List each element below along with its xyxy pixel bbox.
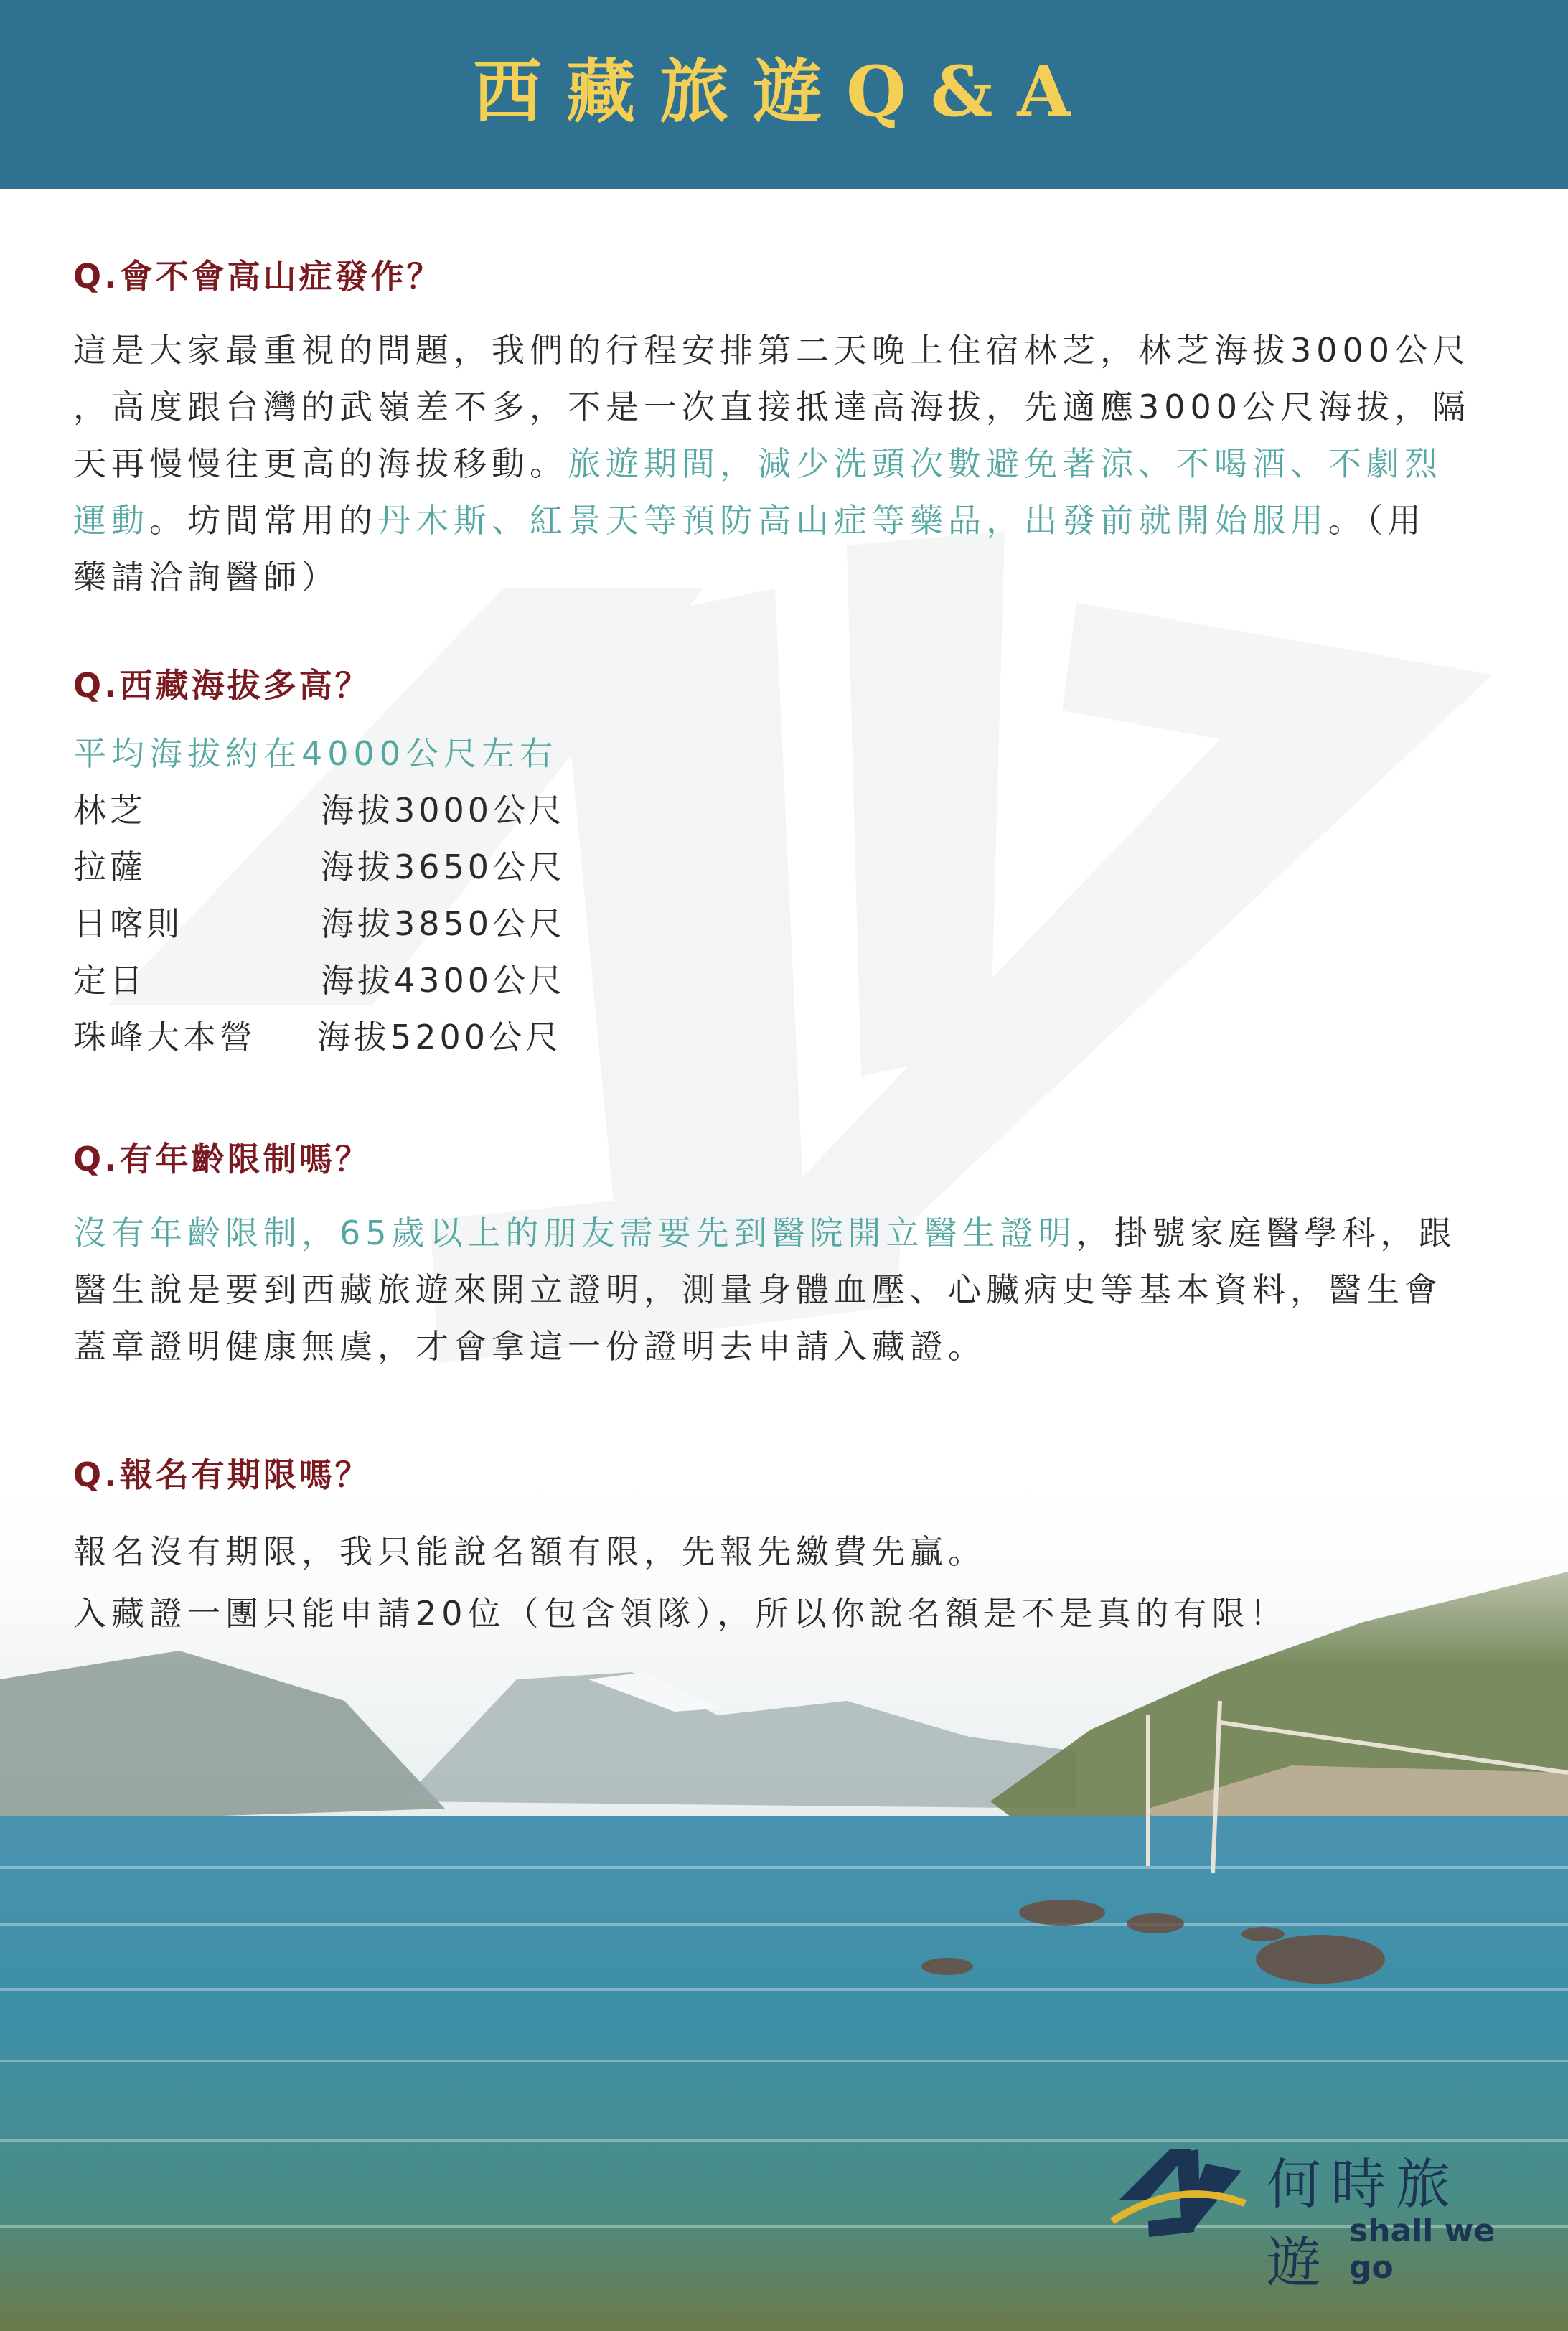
answer-text	[73, 1205, 1501, 1375]
answer-line	[73, 1205, 1501, 1262]
answer-line	[73, 1582, 1501, 1644]
altitude-row	[73, 952, 1501, 1009]
answer-segment: 報名沒有期限，我只能說名額有限，先報先繳費先贏。	[73, 1532, 986, 1571]
altitude-summary: 平均海拔約在4000公尺左右	[73, 734, 558, 773]
place-name: 拉薩	[73, 848, 146, 886]
altitude-row	[73, 782, 1501, 839]
highlighted-text: 運動	[73, 501, 149, 540]
place-name: 定日	[73, 961, 146, 1000]
page-title: 西藏旅遊Q&A	[473, 51, 1095, 132]
answer-text	[73, 322, 1501, 606]
answer-segment: 。（用	[1328, 501, 1426, 540]
answer-line	[73, 492, 1501, 549]
altitude-list	[73, 782, 1501, 1066]
qa-registration-deadline	[73, 1453, 1501, 1644]
highlighted-text: 丹木斯、紅景天等預防高山症等藥品，出發前就開始服用	[377, 501, 1328, 540]
answer-line	[73, 1521, 1501, 1582]
place-altitude: 海拔4300公尺	[321, 961, 566, 1000]
brand-name: 何時旅遊	[1267, 2152, 1460, 2294]
answer-segment: 醫生說是要到西藏旅遊來開立證明，測量身體血壓、心臟病史等基本資料，醫生會	[73, 1270, 1442, 1309]
header-banner	[0, 0, 1568, 189]
altitude-row	[73, 896, 1501, 952]
altitude-row	[73, 839, 1501, 896]
place-altitude: 海拔5200公尺	[317, 1018, 563, 1056]
question-heading: Q.報名有期限嗎？	[73, 1455, 371, 1494]
place-name: 林芝	[73, 791, 146, 830]
qa-altitude	[73, 664, 1501, 1066]
qa-age-limit	[73, 1138, 1501, 1375]
question-heading: Q.西藏海拔多高？	[73, 666, 371, 705]
answer-segment: 天再慢慢往更高的海拔移動。	[73, 444, 568, 483]
highlighted-text: 旅遊期間，減少洗頭次數避免著涼、不喝酒、不劇烈	[568, 444, 1442, 483]
place-altitude: 海拔3000公尺	[321, 791, 566, 830]
answer-line	[73, 436, 1501, 492]
answer-segment: 蓋章證明健康無虞，才會拿這一份證明去申請入藏證。	[73, 1327, 986, 1366]
place-altitude: 海拔3850公尺	[321, 904, 566, 943]
answer-text	[73, 1521, 1501, 1644]
answer-segment: 藥請洽詢醫師）	[73, 558, 339, 596]
logo-emblem	[1105, 2135, 1249, 2257]
question-heading: Q.會不會高山症發作？	[73, 257, 443, 296]
brand-logo	[1105, 2135, 1507, 2294]
highlighted-text: 沒有年齡限制，65歲以上的朋友需要先到醫院開立醫生證明	[73, 1214, 1076, 1252]
altitude-row	[73, 1009, 1501, 1066]
qa-altitude-sickness	[73, 255, 1501, 606]
answer-segment: 入藏證一團只能申請20位（包含領隊），所以你說名額是不是真的有限！	[73, 1594, 1288, 1633]
answer-segment: ，掛號家庭醫學科，跟	[1076, 1214, 1457, 1252]
answer-line	[73, 322, 1501, 379]
place-altitude: 海拔3650公尺	[321, 848, 566, 886]
question-heading: Q.有年齡限制嗎？	[73, 1140, 371, 1178]
place-name: 日喀則	[73, 904, 183, 943]
brand-tagline: shall we go	[1349, 2213, 1496, 2286]
answer-segment: 。坊間常用的	[149, 501, 377, 540]
answer-segment: 這是大家最重視的問題，我們的行程安排第二天晚上住宿林芝，林芝海拔3000公尺	[73, 331, 1471, 370]
answer-line	[73, 549, 1501, 606]
place-name: 珠峰大本營	[73, 1018, 256, 1056]
answer-line	[73, 1318, 1501, 1375]
answer-line	[73, 379, 1501, 436]
answer-line	[73, 1262, 1501, 1318]
answer-segment: ，高度跟台灣的武嶺差不多，不是一次直接抵達高海拔，先適應3000公尺海拔，隔	[73, 388, 1471, 426]
